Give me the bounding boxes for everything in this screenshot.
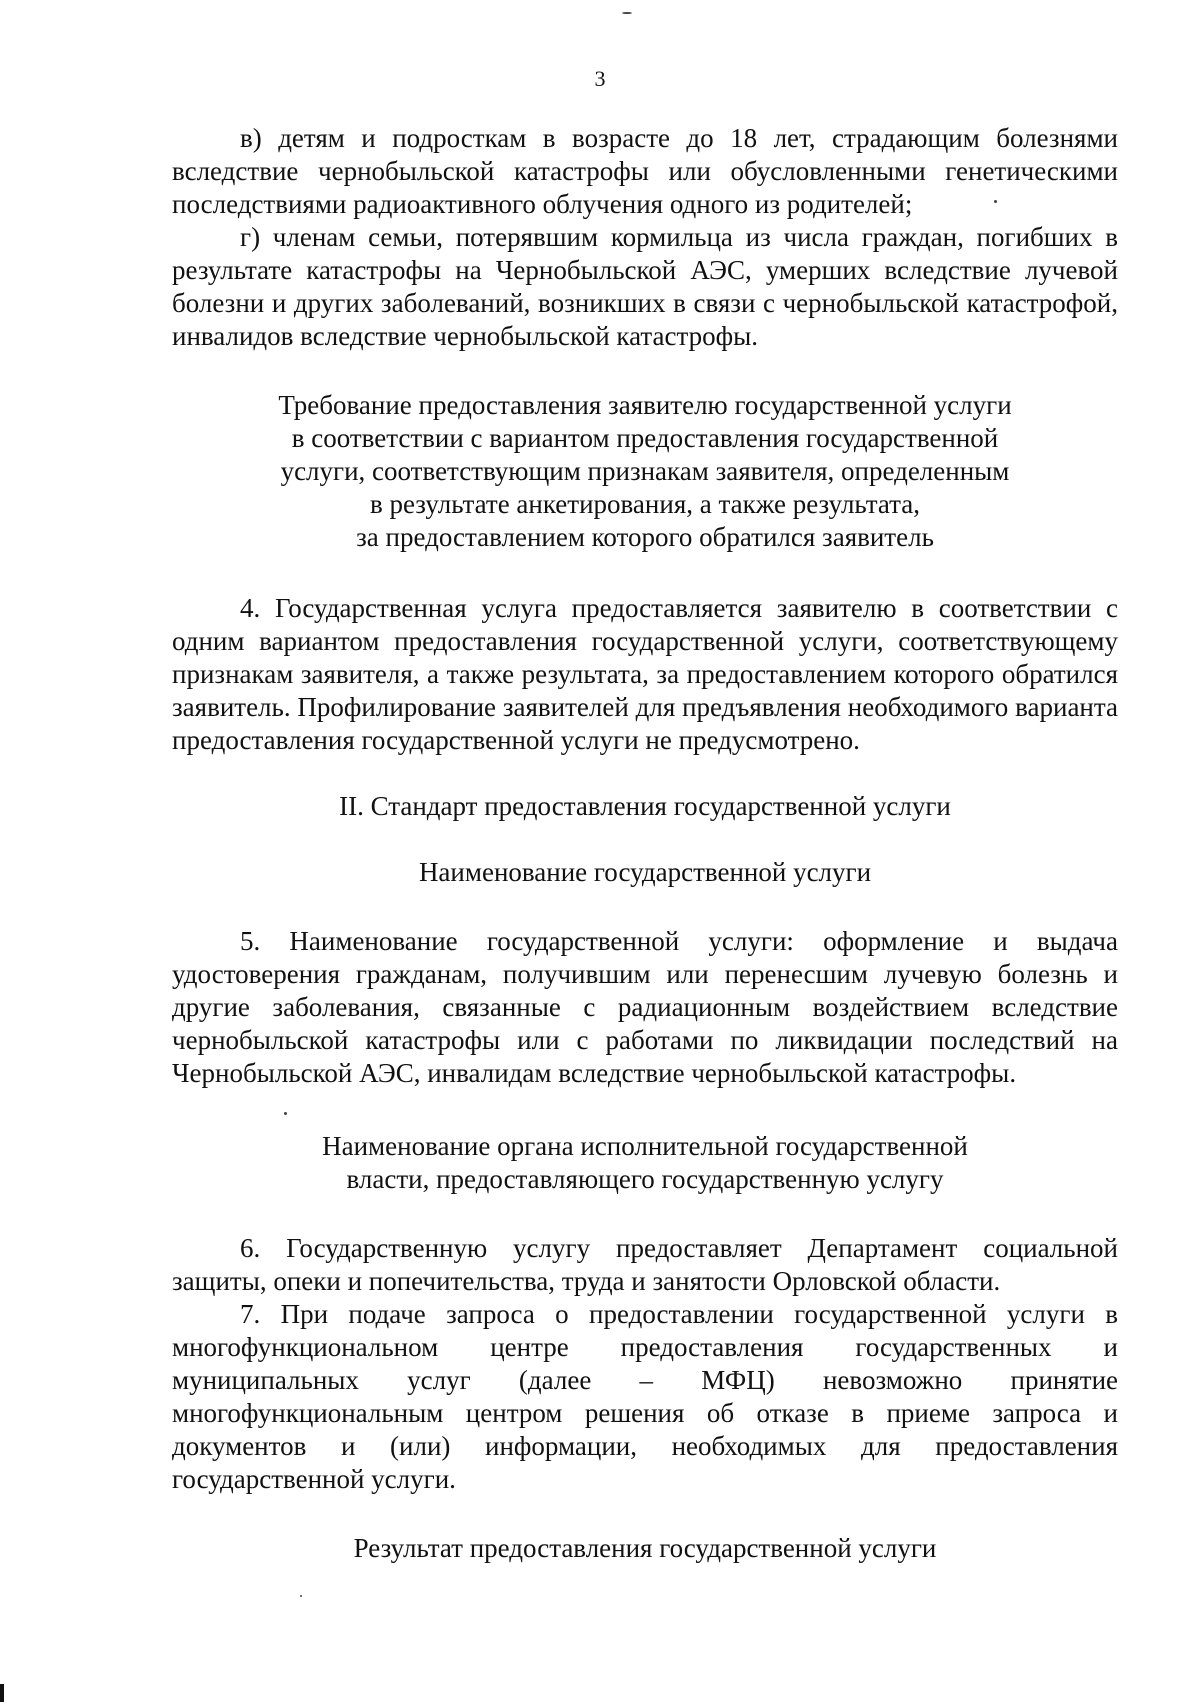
paragraph-item-7: 7. При подаче запроса о предоставлении государственной услуги в многофункциональном центре предоставления государственных и муниципальных услуг (далее – МФЦ) невозможно принятие многофункциональным центром решения об отказе в приеме запроса и документов и (или) информации, необходимых для предоставления государственной услуги. — [172, 1299, 1118, 1494]
heading-line: Требование предоставления заявителю государственной услуги — [278, 390, 1012, 420]
scan-speck — [300, 1595, 302, 1597]
paragraph-clause-v: в) детям и подросткам в возрасте до 18 лет, страдающим болезнями вследствие чернобыльской катастрофы или обусловленными генетическими последствиями радиоактивного облучения одного из родителей; — [172, 123, 1118, 219]
document-body — [172, 122, 1118, 1565]
page-number: 3 — [594, 66, 606, 91]
heading-requirement — [172, 389, 1118, 554]
heading-line: власти, предоставляющего государственную услугу — [346, 1164, 944, 1194]
heading-service-name — [172, 856, 1118, 889]
heading-line: в соответствии с вариантом предоставления государственной — [291, 423, 999, 453]
heading-line: II. Стандарт предоставления государственной услуги — [339, 791, 951, 821]
scan-edge-mark — [0, 1684, 4, 1702]
paragraph-item-6: 6. Государственную услугу предоставляет Департамент социальной защиты, опеки и попечительства, труда и занятости Орловской области. — [172, 1233, 1118, 1296]
heading-line: Наименование органа исполнительной государственной — [322, 1131, 968, 1161]
scan-speck — [622, 12, 632, 14]
heading-authority — [172, 1130, 1118, 1196]
heading-result — [172, 1532, 1118, 1565]
paragraph-clause-g: г) членам семьи, потерявшим кормильца из числа граждан, погибших в результате катастрофы на Чернобыльской АЭС, умерших вследствие лучевой болезни и других заболеваний, возникших в связи с чернобыльской катастрофой, инвалидов вследствие чернобыльской катастрофы. — [172, 222, 1118, 351]
heading-line: Наименование государственной услуги — [418, 857, 872, 887]
paragraph-item-4: 4. Государственная услуга предоставляется заявителю в соответствии с одним вариантом предоставления государственной услуги, соответствующему признакам заявителя, а также результата, за предоставлением которого обратился заявитель. Профилирование заявителей для предъявления необходимого варианта предоставления государственной услуги не предусмотрено. — [172, 593, 1118, 755]
heading-line: за предоставлением которого обратился заявитель — [356, 522, 934, 552]
heading-line: Результат предоставления государственной услуги — [353, 1533, 937, 1563]
paragraph-item-5: 5. Наименование государственной услуги: оформление и выдача удостоверения гражданам, получившим или перенесшим лучевую болезнь и другие заболевания, связанные с радиационным воздействием вследствие чернобыльской катастрофы или с работами по ликвидации последствий на Чернобыльской АЭС, инвалидам вследствие чернобыльской катастрофы. — [172, 926, 1118, 1088]
heading-line: услуги, соответствующим признакам заявителя, определенным — [280, 456, 1010, 486]
section-title — [172, 790, 1118, 823]
scan-speck — [994, 200, 997, 203]
scan-speck — [284, 1112, 287, 1115]
heading-line: в результате анкетирования, а также результата, — [370, 489, 920, 519]
